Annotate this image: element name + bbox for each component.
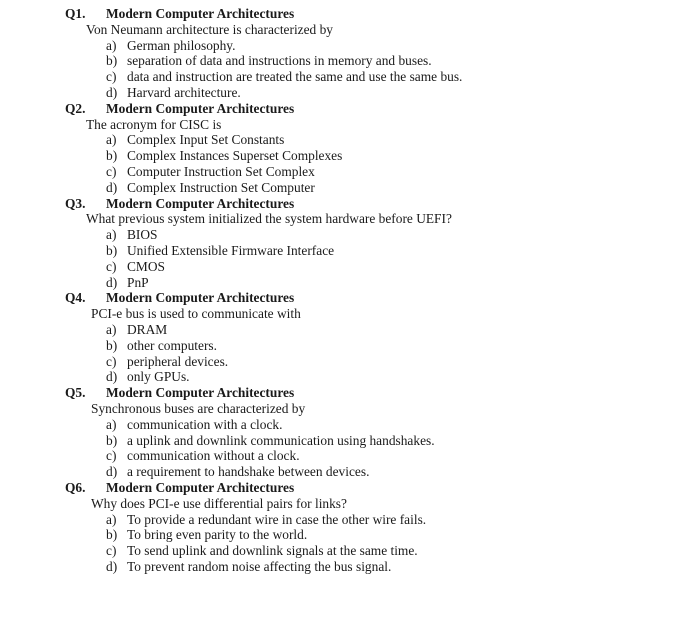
option-letter: c) xyxy=(106,448,117,464)
question-text: The acronym for CISC is xyxy=(86,116,222,132)
option-text: Computer Instruction Set Complex xyxy=(127,163,315,179)
option-text: PnP xyxy=(127,274,149,290)
option-text: BIOS xyxy=(127,227,158,243)
option-a xyxy=(0,227,700,243)
question-header xyxy=(0,480,700,496)
option-text: To bring even parity to the world. xyxy=(127,527,308,543)
option-text: data and instruction are treated the same and use the same bus. xyxy=(127,69,463,85)
option-text: a uplink and downlink communication using handshakes. xyxy=(127,432,435,448)
option-letter: b) xyxy=(106,53,118,69)
question-1 xyxy=(0,6,700,101)
option-c xyxy=(0,69,700,85)
question-title: Modern Computer Architectures xyxy=(106,479,295,495)
option-c xyxy=(0,448,700,464)
option-text: To provide a redundant wire in case the other wire fails. xyxy=(127,511,427,527)
option-a xyxy=(0,132,700,148)
option-a xyxy=(0,322,700,338)
question-number: Q2. xyxy=(65,100,86,116)
question-title: Modern Computer Architectures xyxy=(106,290,295,306)
option-a xyxy=(0,512,700,528)
question-number: Q1. xyxy=(65,6,86,21)
option-text: separation of data and instructions in memory and buses. xyxy=(127,53,432,69)
option-d xyxy=(0,369,700,385)
question-title: Modern Computer Architectures xyxy=(106,385,295,401)
question-3 xyxy=(0,196,700,291)
question-header xyxy=(0,290,700,306)
option-c xyxy=(0,354,700,370)
option-b xyxy=(0,338,700,354)
question-number: Q4. xyxy=(65,290,86,306)
option-a xyxy=(0,417,700,433)
question-title: Modern Computer Architectures xyxy=(106,100,295,116)
option-letter: d) xyxy=(106,274,118,290)
option-text: communication without a clock. xyxy=(127,448,300,464)
option-text: Complex Input Set Constants xyxy=(127,132,285,148)
option-letter: d) xyxy=(106,558,118,574)
question-header xyxy=(0,385,700,401)
option-letter: b) xyxy=(106,337,118,353)
question-text: Why does PCI-e use differential pairs for links? xyxy=(91,495,347,511)
option-letter: a) xyxy=(106,416,117,432)
question-6 xyxy=(0,480,700,575)
option-text: DRAM xyxy=(127,321,168,337)
option-text: Complex Instances Superset Complexes xyxy=(127,148,343,164)
option-b xyxy=(0,527,700,543)
option-letter: a) xyxy=(106,37,117,53)
option-letter: b) xyxy=(106,432,118,448)
question-title: Modern Computer Architectures xyxy=(106,6,295,21)
option-text: other computers. xyxy=(127,337,217,353)
question-text: PCI-e bus is used to communicate with xyxy=(91,306,301,322)
option-text: CMOS xyxy=(127,258,165,274)
option-letter: b) xyxy=(106,527,118,543)
option-text: Harvard architecture. xyxy=(127,84,241,100)
option-text: peripheral devices. xyxy=(127,353,229,369)
option-text: German philosophy. xyxy=(127,37,236,53)
option-b xyxy=(0,148,700,164)
option-text: a requirement to handshake between devices. xyxy=(127,464,370,480)
option-text: Complex Instruction Set Computer xyxy=(127,179,315,195)
option-letter: c) xyxy=(106,163,117,179)
option-b xyxy=(0,53,700,69)
option-letter: d) xyxy=(106,369,118,385)
question-header xyxy=(0,6,700,22)
option-c xyxy=(0,164,700,180)
option-text: To send uplink and downlink signals at the same time. xyxy=(127,543,418,559)
option-letter: d) xyxy=(106,84,118,100)
option-d xyxy=(0,275,700,291)
option-a xyxy=(0,38,700,54)
option-letter: b) xyxy=(106,242,118,258)
option-letter: c) xyxy=(106,353,117,369)
option-letter: a) xyxy=(106,511,117,527)
question-header xyxy=(0,101,700,117)
question-number: Q5. xyxy=(65,385,86,401)
option-letter: c) xyxy=(106,543,117,559)
option-letter: a) xyxy=(106,321,117,337)
option-letter: a) xyxy=(106,132,117,148)
option-c xyxy=(0,543,700,559)
option-text: Unified Extensible Firmware Interface xyxy=(127,242,335,258)
option-letter: c) xyxy=(106,258,117,274)
question-header xyxy=(0,196,700,212)
option-letter: d) xyxy=(106,179,118,195)
option-c xyxy=(0,259,700,275)
option-b xyxy=(0,243,700,259)
question-title: Modern Computer Architectures xyxy=(106,195,295,211)
question-text: Synchronous buses are characterized by xyxy=(91,400,306,416)
option-letter: b) xyxy=(106,148,118,164)
option-text: only GPUs. xyxy=(127,369,190,385)
option-d xyxy=(0,180,700,196)
option-letter: a) xyxy=(106,227,117,243)
question-4 xyxy=(0,290,700,385)
option-b xyxy=(0,433,700,449)
question-document xyxy=(0,6,700,575)
option-d xyxy=(0,85,700,101)
option-letter: c) xyxy=(106,69,117,85)
option-d xyxy=(0,464,700,480)
question-number: Q3. xyxy=(65,195,86,211)
question-number: Q6. xyxy=(65,479,86,495)
option-d xyxy=(0,559,700,575)
option-text: communication with a clock. xyxy=(127,416,283,432)
question-2 xyxy=(0,101,700,196)
question-5 xyxy=(0,385,700,480)
option-letter: d) xyxy=(106,464,118,480)
option-text: To prevent random noise affecting the bus signal. xyxy=(127,558,392,574)
question-text: What previous system initialized the system hardware before UEFI? xyxy=(86,211,452,227)
question-text: Von Neumann architecture is characterized by xyxy=(86,21,333,37)
